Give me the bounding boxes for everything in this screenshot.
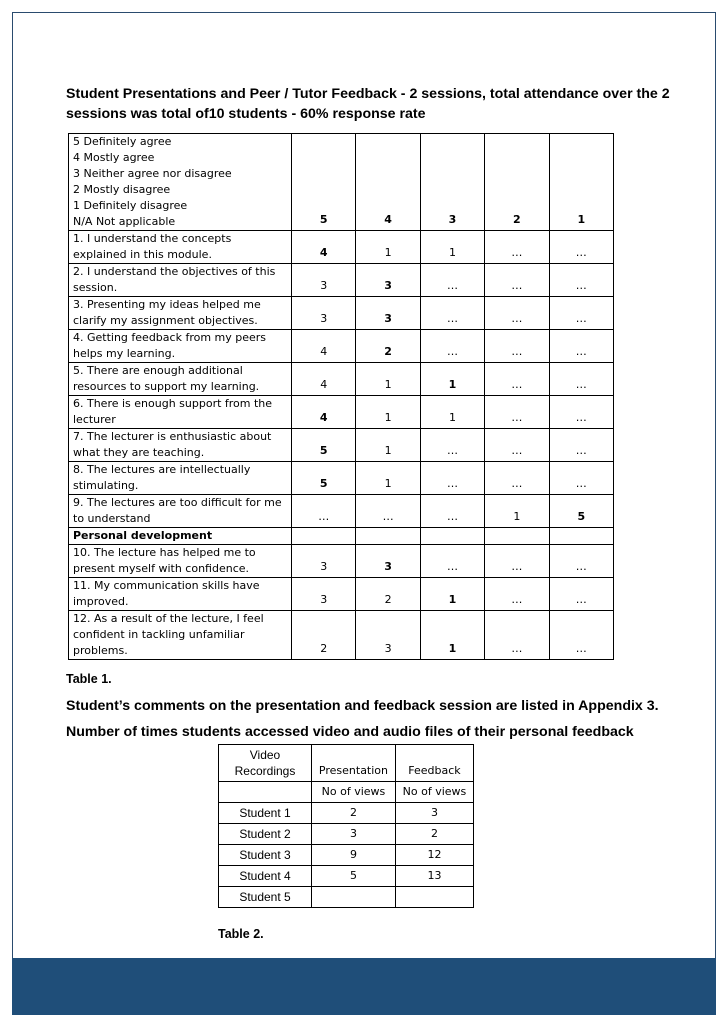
views-subheader-row [219, 782, 474, 803]
survey-row [69, 495, 614, 528]
survey-header-row [69, 134, 614, 231]
views-presentation-count: 2 [312, 803, 396, 824]
survey-value: 3 [356, 611, 420, 660]
survey-value: … [485, 297, 549, 330]
survey-value: … [549, 462, 613, 495]
survey-value: 3 [292, 545, 356, 578]
legend-item: 2 Mostly disagree [73, 183, 171, 196]
survey-legend [69, 134, 292, 231]
survey-value: 1 [485, 495, 549, 528]
survey-row [69, 429, 614, 462]
survey-value: 3 [292, 264, 356, 297]
views-student: Student 2 [219, 824, 312, 845]
survey-value: … [485, 330, 549, 363]
survey-value: 3 [292, 297, 356, 330]
survey-value: 4 [292, 363, 356, 396]
views-student: Student 3 [219, 845, 312, 866]
survey-value: 3 [292, 578, 356, 611]
survey-section-row [69, 528, 614, 545]
survey-value: … [420, 462, 484, 495]
survey-value: … [549, 297, 613, 330]
scale-header-4: 4 [356, 134, 420, 231]
views-student: Student 5 [219, 887, 312, 908]
views-feedback-count: 13 [395, 866, 473, 887]
views-heading: Number of times students accessed video and audio files of their personal feedback [66, 724, 634, 740]
survey-value: … [420, 297, 484, 330]
views-feedback-count: 12 [395, 845, 473, 866]
survey-value: 1 [356, 429, 420, 462]
scale-header-3: 3 [420, 134, 484, 231]
survey-value: 1 [420, 363, 484, 396]
survey-question: 5. There are enough additional resources to support my learning. [69, 363, 292, 396]
survey-question: 12. As a result of the lecture, I feel confident in tackling unfamiliar problems. [69, 611, 292, 660]
survey-value: … [549, 396, 613, 429]
survey-row [69, 330, 614, 363]
survey-empty-cell [356, 528, 420, 545]
survey-value: … [420, 330, 484, 363]
survey-question: 2. I understand the objectives of this session. [69, 264, 292, 297]
survey-value: … [485, 578, 549, 611]
legend-item: 5 Definitely agree [73, 135, 172, 148]
survey-empty-cell [549, 528, 613, 545]
survey-question: 6. There is enough support from the lecturer [69, 396, 292, 429]
scale-header-5: 5 [292, 134, 356, 231]
survey-value: … [292, 495, 356, 528]
survey-value: … [420, 495, 484, 528]
survey-row [69, 231, 614, 264]
survey-row [69, 396, 614, 429]
survey-empty-cell [292, 528, 356, 545]
survey-value: … [420, 264, 484, 297]
survey-table [68, 133, 614, 660]
survey-value: … [485, 396, 549, 429]
survey-question: 4. Getting feedback from my peers helps my learning. [69, 330, 292, 363]
survey-value: 1 [420, 396, 484, 429]
survey-value: … [485, 363, 549, 396]
survey-value: … [485, 611, 549, 660]
survey-value: … [356, 495, 420, 528]
survey-value: 2 [356, 578, 420, 611]
survey-value: 4 [292, 330, 356, 363]
legend-item: 1 Definitely disagree [73, 199, 188, 212]
scale-header-2: 2 [485, 134, 549, 231]
document-title: Student Presentations and Peer / Tutor Feedback - 2 sessions, total attendance over the 2 sessions was total of10 students - 60% response rate [66, 86, 670, 122]
views-subheader-empty [219, 782, 312, 803]
survey-row [69, 462, 614, 495]
survey-row [69, 545, 614, 578]
legend-item: N/A Not applicable [73, 215, 176, 228]
survey-question: 10. The lecture has helped me to present myself with confidence. [69, 545, 292, 578]
comments-note: Student’s comments on the presentation and feedback session are listed in Appendix 3. [66, 698, 659, 714]
survey-empty-cell [485, 528, 549, 545]
survey-value: … [485, 264, 549, 297]
survey-row [69, 363, 614, 396]
views-subheader-feedback: No of views [395, 782, 473, 803]
survey-value: 1 [356, 231, 420, 264]
legend-item: 4 Mostly agree [73, 151, 155, 164]
survey-value: … [549, 545, 613, 578]
views-row [219, 803, 474, 824]
survey-question: 8. The lectures are intellectually stimulating. [69, 462, 292, 495]
survey-question: 3. Presenting my ideas helped me clarify my assignment objectives. [69, 297, 292, 330]
views-presentation-count: 3 [312, 824, 396, 845]
views-feedback-count: 3 [395, 803, 473, 824]
survey-value: 4 [292, 231, 356, 264]
views-feedback-count: 2 [395, 824, 473, 845]
survey-question: 1. I understand the concepts explained in this module. [69, 231, 292, 264]
survey-row [69, 611, 614, 660]
views-presentation-count: 9 [312, 845, 396, 866]
views-feedback-count [395, 887, 473, 908]
table2-caption: Table 2. [218, 927, 264, 941]
survey-value: … [420, 429, 484, 462]
survey-value: 2 [356, 330, 420, 363]
survey-row [69, 578, 614, 611]
views-header-recordings: Video Recordings [219, 745, 312, 782]
survey-value: 2 [292, 611, 356, 660]
footer-bar [12, 958, 716, 1015]
survey-value: 1 [356, 396, 420, 429]
survey-value: … [420, 545, 484, 578]
views-presentation-count [312, 887, 396, 908]
views-header-presentation: Presentation [312, 745, 396, 782]
survey-value: … [549, 611, 613, 660]
survey-value: … [485, 231, 549, 264]
survey-value: … [549, 231, 613, 264]
views-row [219, 887, 474, 908]
survey-question: 9. The lectures are too difficult for me to understand [69, 495, 292, 528]
survey-value: 4 [292, 396, 356, 429]
views-subheader-presentation: No of views [312, 782, 396, 803]
scale-header-1: 1 [549, 134, 613, 231]
views-row [219, 824, 474, 845]
survey-value: 3 [356, 545, 420, 578]
survey-value: 5 [549, 495, 613, 528]
survey-value: … [549, 429, 613, 462]
views-student: Student 4 [219, 866, 312, 887]
survey-empty-cell [420, 528, 484, 545]
views-presentation-count: 5 [312, 866, 396, 887]
survey-value: … [549, 363, 613, 396]
survey-row [69, 297, 614, 330]
survey-value: … [549, 330, 613, 363]
legend-item: 3 Neither agree nor disagree [73, 167, 232, 180]
views-header-feedback: Feedback [395, 745, 473, 782]
survey-value: 1 [356, 363, 420, 396]
views-table [218, 744, 474, 908]
survey-question: 7. The lecturer is enthusiastic about what they are teaching. [69, 429, 292, 462]
survey-value: 3 [356, 264, 420, 297]
survey-value: 1 [420, 231, 484, 264]
survey-value: 3 [356, 297, 420, 330]
survey-value: 1 [420, 611, 484, 660]
views-row [219, 866, 474, 887]
section-label: Personal development [69, 528, 292, 545]
survey-value: … [485, 429, 549, 462]
survey-value: … [485, 545, 549, 578]
survey-value: … [485, 462, 549, 495]
survey-question: 11. My communication skills have improved. [69, 578, 292, 611]
views-header-row [219, 745, 474, 782]
survey-value: 5 [292, 462, 356, 495]
survey-value: … [549, 264, 613, 297]
survey-value: … [549, 578, 613, 611]
survey-value: 5 [292, 429, 356, 462]
survey-value: 1 [420, 578, 484, 611]
views-student: Student 1 [219, 803, 312, 824]
survey-row [69, 264, 614, 297]
views-row [219, 845, 474, 866]
survey-value: 1 [356, 462, 420, 495]
table1-caption: Table 1. [66, 672, 112, 686]
